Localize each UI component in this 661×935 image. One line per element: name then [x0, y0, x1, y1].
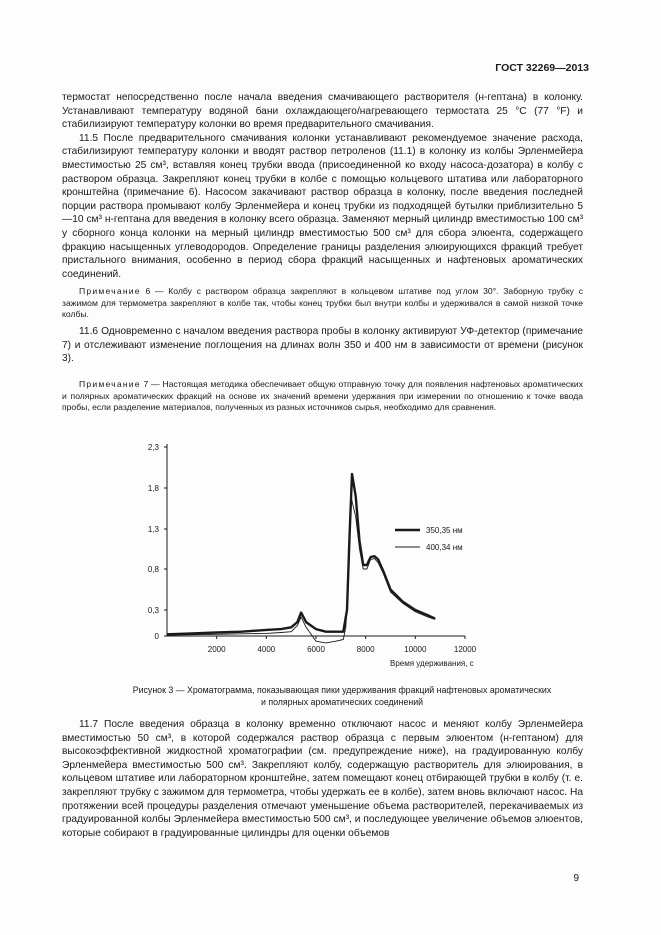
paragraph-intro: термостат непосредственно после начала введения смачивающего растворителя (н-гептана) в колонку. Устанавливают температуру водяной бани охлаждающего/нагревающего термостата 25 °С (77 °F) и стабилизируют температуру колонки во время предварительного смачивания.	[62, 92, 583, 131]
x-tick-label: 4000	[257, 645, 276, 654]
y-tick-label: 0,3	[147, 606, 159, 615]
paragraph-11-6: 11.6 Одновременно с началом введения раствора пробы в колонку активируют УФ-детектор (примечание 7) и отслеживают изменение поглощения на длинах волн 350 и 400 нм в зависимости от времени (рисунок 3).	[62, 326, 583, 365]
note-7	[62, 379, 583, 414]
x-tick-label: 2000	[207, 645, 226, 654]
paragraph-11-7: 11.7 После введения образца в колонку временно отключают насос и меняют колбу Эрленмейера вместимостью 50 см³, в которой содержался раствор образца с первым элюентом (н-гептаном) для высокоэффективной жидкостной хроматографии (см. предупреждение ниже), на градуированную колбу Эрленмейера вместимостью 500 см³. Закрепляют колбу, содержащую растворитель для элюирования, в кольцевом штативе или лабораторном кронштейне, затем помещают конец отбирающей трубки в колбу (т. е. закрепляют трубку с зажимом для термометра, чтобы удержать ее в колбе), затем вновь включают насос. На протяжении всей процедуры разделения отмечают уменьшение объема растворителей, перекачиваемых из градуированной колбы Эрленмейера вместимостью 500 см³, и последующее увеличение объемов элюентов, которые собирают в градуированные цилиндры для оценки объемов	[62, 719, 583, 839]
x-tick-label: 8000	[356, 645, 375, 654]
legend-label: 400,34 нм	[426, 543, 463, 552]
y-tick-label: 2,3	[147, 443, 159, 452]
page-number: 9	[573, 873, 579, 884]
x-axis-label: Время удерживания, с	[390, 659, 474, 668]
figure-caption-line2: и полярных ароматических соединений	[260, 697, 424, 707]
note-text: 6 — Колбу с раствором образца закрепляют в кольцевом штативе под углом 30°. Заборную трубку с зажимом для термометра закрепляют в колбе так, чтобы конец трубки был внутри колбы и удерживался в самой низкой точке колбы.	[62, 286, 583, 320]
y-tick-label: 1,8	[147, 484, 159, 493]
x-tick-label: 10000	[404, 645, 427, 654]
x-tick-label: 6000	[307, 645, 325, 654]
legend-label: 350,35 нм	[426, 526, 463, 535]
y-tick-label: 0,8	[147, 565, 159, 574]
paragraph-11-6-block	[62, 325, 583, 366]
note-6	[62, 286, 583, 321]
note-label: Примечание	[79, 379, 141, 389]
body-text-top	[62, 91, 583, 281]
paragraph-11-7-block	[62, 718, 583, 840]
chromatogram-chart	[140, 432, 500, 672]
figure-caption	[62, 684, 622, 708]
note-text: 7 — Настоящая методика обеспечивает общую отправную точку для появления нафтеновых ароматических и полярных ароматических фракций на основе их значений времени удержания при измерении по отношению к точке ввода пробы, если разделение материалов, полученных из разных источников сырья, необходимо для сравнения.	[62, 379, 583, 413]
series-line-thick	[167, 474, 435, 634]
paragraph-11-5: 11.5 После предварительного смачивания колонки устанавливают рекомендуемое значение расхода, стабилизируют температуру колонки и вводят раствор петроленов (11.1) в колонку из колбы Эрленмейера вместимостью 25 см³, вставляя конец трубки ввода (присоединенной ко входу насоса-дозатора) в колбу с раствором образца. Закрепляют конец трубки в колбе с помощью кольцевого штатива или лабораторного кронштейна (примечание 6). Насосом закачивают раствор образца в колонку, после введения последней порции раствора промывают колбу Эрленмейера и конец трубки из подходящей бутылки приблизительно 5—10 см³ н-гептана для введения в колонку всего образца. Заменяют мерный цилиндр вместимостью 100 см³ у сборного конца колонки на мерный цилиндр вместимостью 500 см³ для сбора элюента, содержащего фракцию насыщенных углеводородов. Определение границы разделения элюирующихся фракций требует пристального внимания, особенно в период сбора фракций насыщенных и нафтеновых ароматических соединений.	[62, 132, 583, 280]
series-line-thin	[167, 496, 435, 643]
x-tick-label: 12000	[453, 645, 477, 654]
note-label: Примечание	[79, 286, 141, 296]
document-header: ГОСТ 32269—2013	[495, 62, 589, 74]
figure-caption-line1: Рисунок 3 — Хроматограмма, показывающая пики удерживания фракций нафтеновых ароматических	[132, 685, 552, 695]
y-tick-label: 0	[154, 632, 159, 641]
y-tick-label: 1,3	[147, 525, 159, 534]
